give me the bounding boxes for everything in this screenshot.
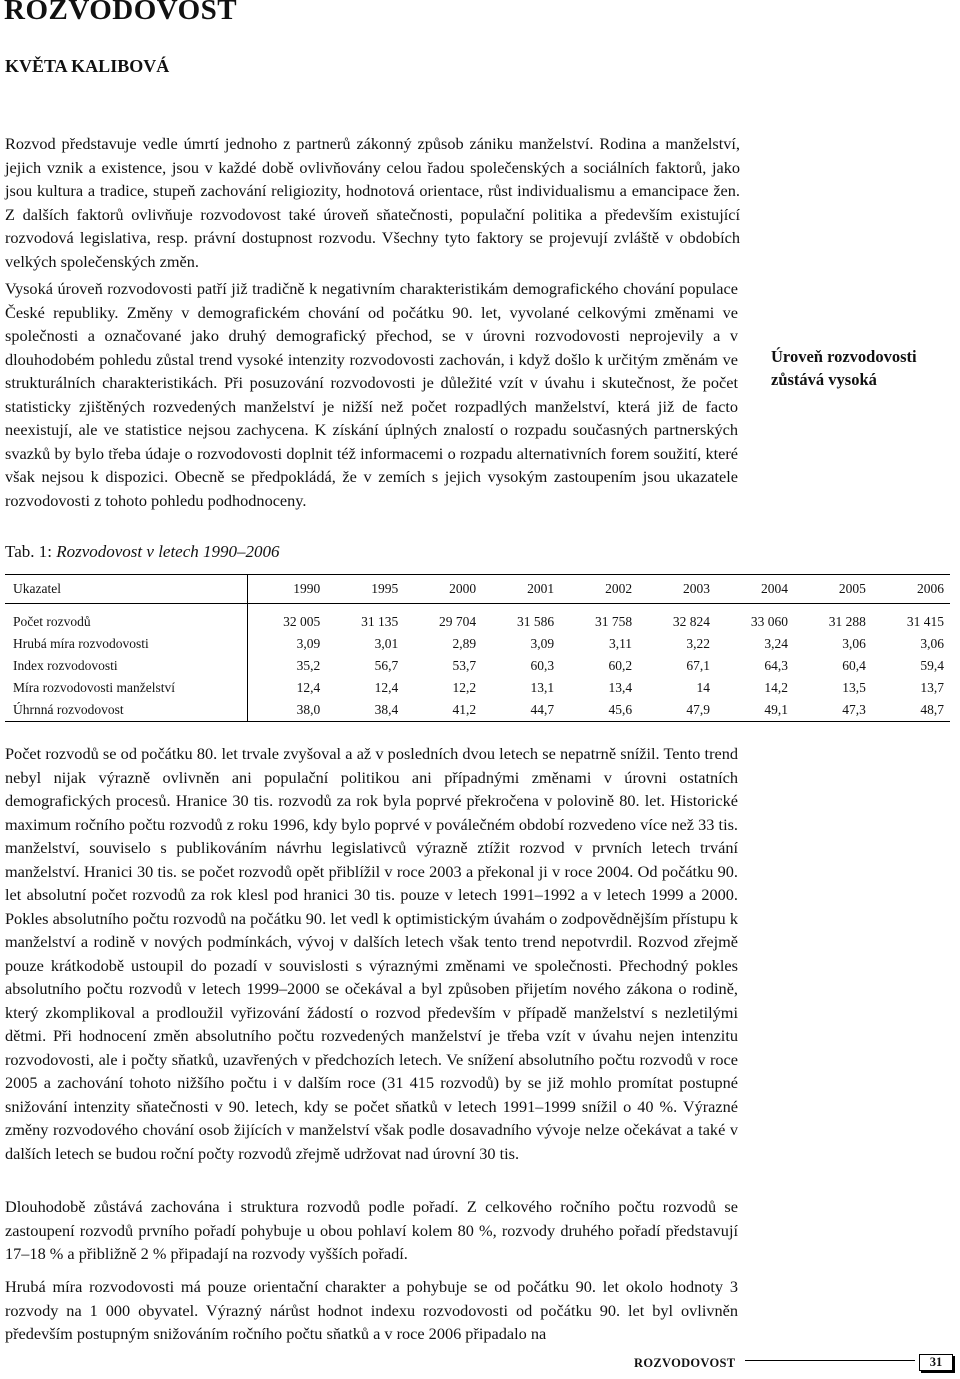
table-caption (5, 542, 280, 562)
table-cell: 12,4 (248, 677, 327, 699)
table-cell: 48,7 (920, 702, 944, 717)
table-cell: 60,4 (842, 658, 866, 673)
table-header-cell: 2003 (683, 581, 711, 596)
table-caption-text: Rozvodovost v letech 1990–2006 (56, 542, 280, 561)
table-cell: 3,24 (764, 636, 788, 651)
divorce-table (5, 574, 950, 722)
table-cell: 13,7 (920, 680, 944, 695)
table-cell: 14,2 (764, 680, 788, 695)
table-cell: 13,4 (608, 680, 633, 695)
table-cell: 3,01 (374, 636, 399, 651)
row-label: Úhrnná rozvodovost (13, 702, 124, 717)
paragraph-order: Dlouhodobě zůstává zachována i struktura rozvodů podle pořadí. Z celkového ročního počtu rozvodů se zastoupení rozvodů prvního pořadí pohybuje u obou pohlaví kolem 80 %, rozvody druhého pořadí představují 17–18 % a přibližně 2 % připadají na rozvody vyšších pořadí. (5, 1197, 738, 1263)
table-cell: 32 824 (672, 614, 711, 629)
table-header-cell: 2000 (449, 581, 477, 596)
table-cell: 12,4 (374, 680, 399, 695)
table-cell: 47,3 (842, 702, 866, 717)
table-cell: 13,5 (842, 680, 866, 695)
table-cell: 47,9 (686, 702, 711, 717)
table-row (5, 677, 950, 699)
table-cell: 3,09 (248, 633, 327, 655)
table-cell: 60,2 (608, 658, 633, 673)
table-header-cell: 2002 (605, 581, 633, 596)
table-row (5, 633, 950, 655)
table-row (5, 655, 950, 677)
table-cell: 3,06 (842, 636, 866, 651)
table-cell: 49,1 (764, 702, 788, 717)
table-cell: 31 415 (906, 614, 944, 629)
paragraph-crude-rate: Hrubá míra rozvodovosti má pouze orientační charakter a pohybuje se od počátku 90. let okolo hodnoty 3 rozvody na 1 000 obyvatel. Výrazný nárůst hodnot indexu rozvodovosti od počátku 90. let byl ovlivněn především postupným snižováním ročního počtu sňatků a v roce 2006 připadalo na (5, 1277, 738, 1343)
table-cell: 31 135 (361, 614, 399, 629)
table-cell: 41,2 (452, 702, 477, 717)
table-cell: 59,4 (920, 658, 944, 673)
margin-note: Úroveň rozvodovosti zůstává vysoká (771, 347, 917, 389)
table-cell: 13,1 (530, 680, 555, 695)
table-cell: 3,11 (608, 636, 633, 651)
row-label: Míra rozvodovosti manželství (13, 680, 175, 695)
paragraph-level: Vysoká úroveň rozvodovosti patří již tradičně k negativním charakteristikám demografického chování populace České republiky. Změny v demografickém chování od počátku 90. let, vyvolané celkovými změnami ve společnosti a označované jako druhý demografický přechod, se v úrovni rozvodovosti neprojevily a v dlouhodobém pohledu zůstal trend vysoké intenzity rozvodovosti zachován, i když došlo k určitým změnám ve strukturálních charakteristikách. Při posuzování rozvodovosti je důležité vzít v úvahu i skutečnost, že počet statisticky zjištěných rozvedených manželství je nižší než počet rozpadlých manželství, která již de facto neexistují, ale ve statistice nejsou zachycena. K získání úplných znalostí o rozpadu současných partnerských svazků by bylo třeba údaje o rozvodovosti doplnit též informacemi o rozpadu alternativních forem soužití, které však nejsou k dispozici. Obecně se předpokládá, že v zemích s jejich vysokým zastoupením jsou ukazatele rozvodovosti z tohoto pohledu podhodnoceny. (5, 279, 738, 510)
table-cell: 38,4 (374, 702, 399, 717)
table-cell: 32 005 (248, 611, 327, 633)
table-cell: 2,89 (452, 636, 477, 651)
table-cell: 3,09 (530, 636, 555, 651)
table-cell: 29 704 (439, 614, 477, 629)
table-row (5, 611, 950, 633)
page-number: 31 (919, 1354, 953, 1371)
footer-section-title: ROZVODOVOST (634, 1356, 736, 1370)
table-cell: 12,2 (452, 680, 477, 695)
footer-divider (745, 1360, 915, 1361)
paragraph-intro: Rozvod představuje vedle úmrtí jednoho z partnerů zákonný způsob zániku manželství. Rodina a manželství, jejich vznik a existence, jsou v každé době ovlivňovány celou řadou společenských a sociálních faktorů, jako jsou kultura a tradice, stupeň zachování religiozity, hodnotová orientace, růst individualismu a emancipace žen. Z dalších faktorů ovlivňuje rozvodovost také úroveň sňatečnosti, populační politika a především existující rozvodová legislativa, resp. právní dostupnost rozvodu. Všechny tyto faktory se projevují zvláště v obdobích velkých společenských změn. (5, 134, 740, 271)
table-header-cell: 2005 (838, 581, 866, 596)
table-header-cell: 1990 (248, 575, 327, 604)
table-cell: 33 060 (750, 614, 788, 629)
table-cell: 64,3 (764, 658, 788, 673)
table-cell: 44,7 (530, 702, 555, 717)
table-header-row (5, 575, 950, 604)
table-cell: 56,7 (374, 658, 399, 673)
table-caption-label: Tab. 1: (5, 542, 52, 561)
table-cell: 3,22 (686, 636, 711, 651)
table-cell: 67,1 (686, 658, 711, 673)
table-cell: 35,2 (248, 655, 327, 677)
table-header-cell: 2004 (760, 581, 788, 596)
table-cell: 38,0 (248, 699, 327, 722)
table-cell: 31 758 (594, 614, 633, 629)
row-label: Počet rozvodů (13, 614, 91, 629)
table-cell: 14 (696, 680, 711, 695)
table-cell: 45,6 (608, 702, 633, 717)
table-header-cell: Ukazatel (13, 581, 61, 596)
table-row (5, 699, 950, 722)
table-cell: 31 288 (828, 614, 866, 629)
row-label: Index rozvodovosti (13, 658, 118, 673)
table-cell: 60,3 (530, 658, 555, 673)
article-title: ROZVODOVOST (4, 0, 238, 26)
table-cell: 3,06 (920, 636, 944, 651)
row-label: Hrubá míra rozvodovosti (13, 636, 149, 651)
paragraph-trend: Počet rozvodů se od počátku 80. let trvale zvyšoval a až v posledních dvou letech se nepatrně snížil. Tento trend nebyl nijak výrazně ovlivněn ani populační politikou ani případnými změnami v úrovni ostatních demografických procesů. Hranice 30 tis. rozvodů za rok byla poprvé překročena v polovině 80. let. Historické maximum ročního počtu rozvodů z roku 1996, kdy bylo poprvé v poválečném období rozvedeno více než 33 tis. manželství, souviselo s publikováním návrhu legislativců výrazně ztížit rozvod v prvních letech trvání manželství. Hranici 30 tis. se počet rozvodů opět přiblížil v roce 2003 a překonal ji v roce 2004. Od počátku 90. let absolutní počet rozvodů za rok klesl pod hranici 30 tis. pouze v letech 1991–1992 a v letech 1999 a 2000. Pokles absolutního počtu rozvodů na počátku 90. let vedl k optimistickým úvahám o zodpovědnějším přístupu k manželství a rodině v nových podmínkách, vývoj v dalších letech však tento trend nepotvrdil. Rozvod zřejmě pouze krátkodobě ustoupil do pozadí v souvislosti s výraznými změnami ve společnosti. Přechodný pokles absolutního počtu rozvodů v letech 1999–2000 se očekával a byl způsoben přijetím nového zákona o rodině, který zkomplikoval a prodloužil vyřizování žádostí o rozvod především v případě manželství s nezletilými dětmi. Při hodnocení změn absolutního počtu rozvedených manželství je třeba vzít v úvahu nejen intenzitu rozvodovosti, ale i počty sňatků, uzavřených v předchozích letech. Ve snížení absolutního počtu rozvodů v roce 2005 a zachování tohoto nižšího počtu i v dalším roce (31 415 rozvodů) by se již mohlo promítat postupné snižování intenzity sňatečnosti v 90. letech, kdy se počet sňatků v letech 1991–1999 snížil o 40 %. Výrazné změny rozvodového chování osob žijících v manželství však podle dosavadního vývoje nelze očekávat a také v dalších letech se budou roční počty rozvodů zřejmě udržovat nad úrovní 30 tis. (5, 744, 738, 1163)
table-cell: 31 586 (516, 614, 555, 629)
table-header-cell: 2006 (917, 581, 944, 596)
table-cell: 53,7 (452, 658, 477, 673)
article-author: KVĚTA KALIBOVÁ (5, 56, 170, 76)
table-header-cell: 2001 (527, 581, 555, 596)
table-header-cell: 1995 (371, 581, 399, 596)
